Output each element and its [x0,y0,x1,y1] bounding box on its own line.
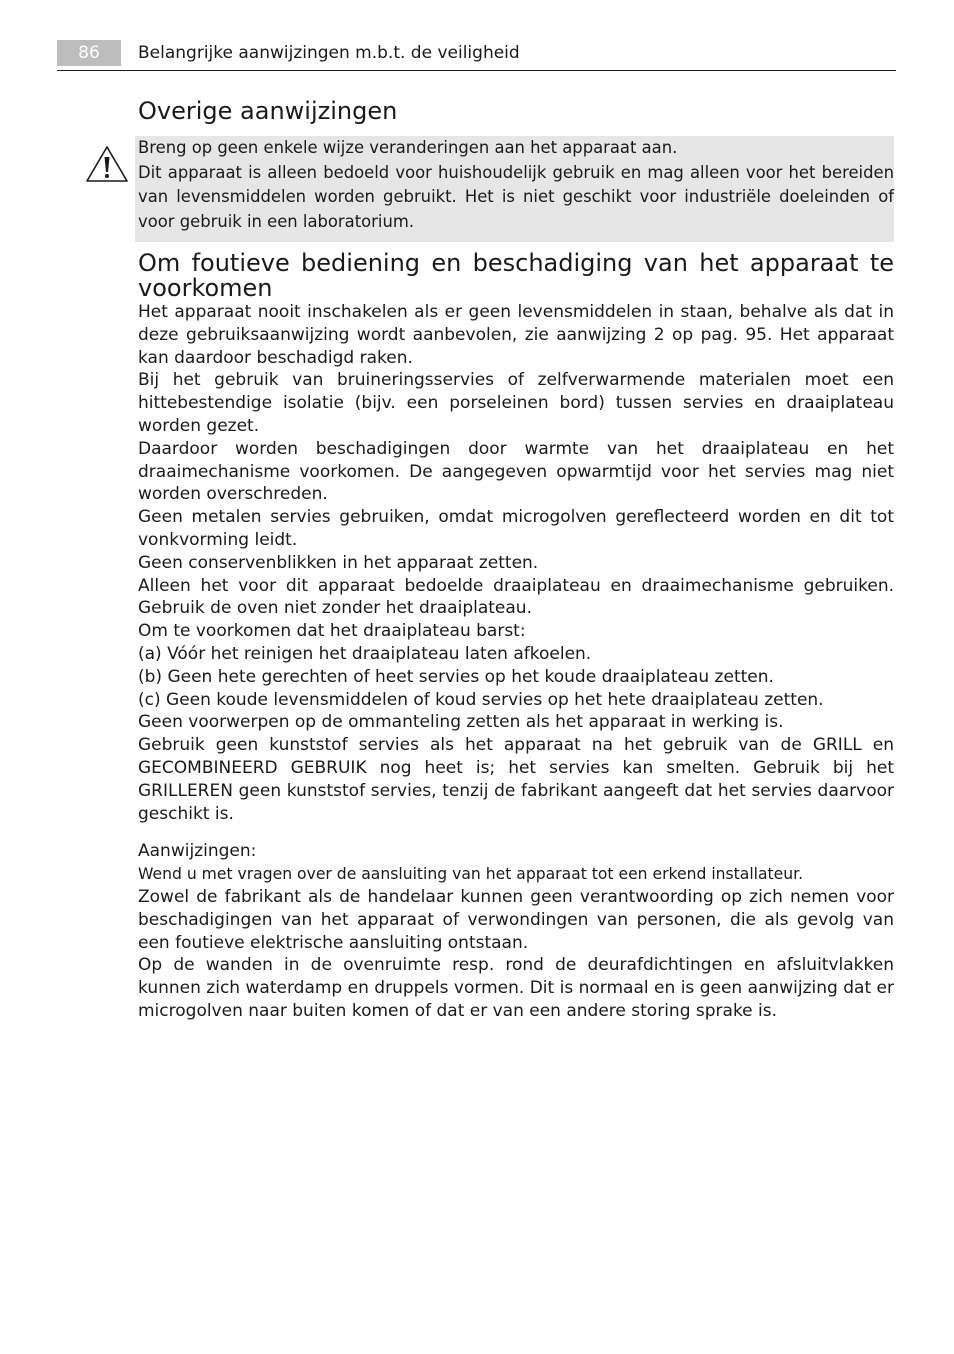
list-item: (b) Geen hete gerechten of heet servies op het koude draaiplateau zetten. [138,666,774,687]
notes-paragraph: Zowel de fabrikant als de handelaar kunnen geen verantwoording op zich nemen voor beschadigingen van het apparaat of verwondingen van personen, die als gevolg van een foutieve elektrische aansluiting ontstaan. [138,886,894,953]
section-title-foutieve-bediening: Om foutieve bediening en beschadiging van het apparaat te voorkomen [138,249,894,302]
paragraph: Om te voorkomen dat het draaiplateau barst: [138,621,526,642]
paragraph: Geen metalen servies gebruiken, omdat microgolven gereflecteerd worden en dit tot vonkvorming leidt. [138,507,894,550]
list-item: (a) Vóór het reinigen het draaiplateau laten afkoelen. [138,643,592,664]
page-content [138,96,894,1023]
notes-heading: Aanwijzingen: [138,841,257,862]
warning-block [135,136,894,242]
paragraph: Daardoor worden beschadigingen door warmte van het draaiplateau en het draaimechanisme voorkomen. De aangegeven opwarmtijd voor het servies mag niet worden overschreden. [138,438,894,505]
notes-paragraph: Op de wanden in de ovenruimte resp. rond de deurafdichtingen en afsluitvlakken kunnen zich waterdamp en druppels vormen. Dit is normaal en is geen aanwijzing dat er microgolven naar buiten komen of dat er van een andere storing sprake is. [138,955,894,1021]
warning-triangle-icon [84,144,130,184]
paragraph: Gebruik geen kunststof servies als het apparaat na het gebruik van de GRILL en GECOMBINEERD GEBRUIK nog heet is; het servies kan smelten. Gebruik bij het GRILLEREN geen kunststof servies, tenzij de fabrikant aangeeft dat het servies daarvoor geschikt is. [138,735,894,824]
page-header [57,40,896,71]
paragraph: Het apparaat nooit inschakelen als er geen levensmiddelen in staan, behalve als dat in deze gebruiksaanwijzing wordt aanbevolen, zie aanwijzing 2 op pag. 95. Het apparaat kan daardoor beschadigd raken. [138,302,894,368]
paragraph: Geen voorwerpen op de ommanteling zetten als het apparaat in werking is. [138,712,784,733]
warning-line: Dit apparaat is alleen bedoeld voor huishoudelijk gebruik en mag alleen voor het bereiden van levensmiddelen worden gebruikt. Het is niet geschikt voor industriële doeleinden of voor gebruik in een laboratorium. [138,162,894,231]
paragraph: Bij het gebruik van bruineringsservies of zelfverwarmende materialen moet een hittebestendige isolatie (bijv. een porseleinen bord) tussen servies en draaiplateau worden gezet. [138,370,894,436]
paragraph: Geen conservenblikken in het apparaat zetten. [138,552,539,573]
section-body [138,301,894,825]
list-item: (c) Geen koude levensmiddelen of koud servies op het hete draaiplateau zetten. [138,689,824,710]
page-number: 86 [57,40,121,66]
notes-section [138,840,894,1022]
notes-first-line: Wend u met vragen over de aansluiting van het apparaat tot een erkend installateur. [138,865,804,884]
paragraph: Alleen het voor dit apparaat bedoelde draaiplateau en draaimechanisme gebruiken. Gebruik de oven niet zonder het draaiplateau. [138,575,894,619]
running-title: Belangrijke aanwijzingen m.b.t. de veiligheid [138,43,520,63]
warning-line: Breng op geen enkele wijze veranderingen aan het apparaat aan. [138,138,678,157]
section-title-overige-aanwijzingen: Overige aanwijzingen [138,97,398,125]
